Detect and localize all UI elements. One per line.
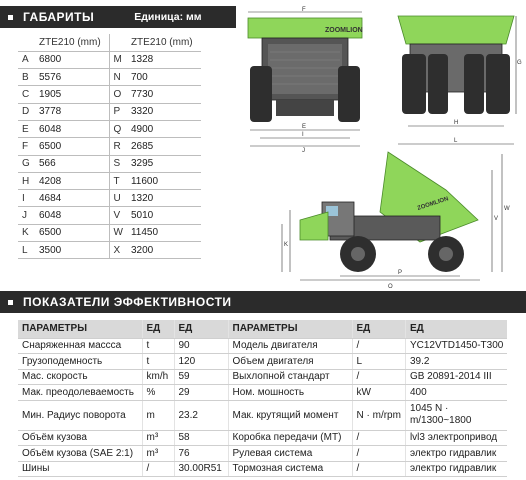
dimension-row [18, 155, 201, 172]
param-value: 23.2 [174, 400, 228, 430]
dimension-key: N [109, 69, 127, 86]
performance-table-head [18, 320, 507, 338]
dimension-row [18, 242, 201, 259]
param-name: Грузоподемность [18, 354, 142, 370]
performance-row [18, 400, 507, 430]
label-V: V [494, 216, 499, 222]
performance-row [18, 385, 507, 401]
dimension-value: 6500 [35, 138, 109, 155]
dimension-value: 3295 [127, 155, 201, 172]
header-value-left: ЕД [174, 320, 228, 338]
dimension-key: F [18, 138, 35, 155]
dimension-row [18, 207, 201, 224]
front-view-drawing [240, 4, 370, 154]
dimension-key: M [109, 51, 127, 68]
param-value: 1045 N · m/1300~1800 [405, 400, 507, 430]
dimension-key: S [109, 155, 127, 172]
dimension-row [18, 69, 201, 86]
param-value: 58 [174, 430, 228, 446]
header-param-right: ПАРАМЕТРЫ [228, 320, 352, 338]
param-name: Объём кузова (SAE 2:1) [18, 446, 142, 462]
param-unit: m³ [142, 446, 174, 462]
dimension-value: 2685 [127, 138, 201, 155]
dimension-key: A [18, 51, 35, 68]
dimension-value: 7730 [127, 86, 201, 103]
label-J: J [302, 148, 305, 154]
dimension-key: U [109, 190, 127, 207]
param-value: 59 [174, 369, 228, 385]
param-unit: m [142, 400, 174, 430]
param-unit: kW [352, 385, 405, 401]
dimensions-header [0, 6, 236, 28]
dimension-value: 700 [127, 69, 201, 86]
dimension-value: 1320 [127, 190, 201, 207]
dimension-key: Q [109, 120, 127, 137]
bullet-icon [8, 15, 13, 20]
dimension-value: 6048 [35, 120, 109, 137]
rear-view-drawing [390, 4, 522, 154]
dimension-key: P [109, 103, 127, 120]
dimension-key: H [18, 172, 35, 189]
param-name: Ном. мошность [228, 385, 352, 401]
param-unit: / [352, 338, 405, 354]
dimension-key: W [109, 224, 127, 241]
dimension-key: B [18, 69, 35, 86]
performance-row [18, 430, 507, 446]
performance-row [18, 354, 507, 370]
label-E: E [302, 124, 307, 130]
label-O: O [388, 284, 393, 290]
header-unit-left: ЕД [142, 320, 174, 338]
param-unit: t [142, 354, 174, 370]
param-name: Объём кузова [18, 430, 142, 446]
dimension-row [18, 51, 201, 68]
param-value: 30.00R51 [174, 461, 228, 477]
param-unit: / [352, 461, 405, 477]
dimension-key: V [109, 207, 127, 224]
dimension-value: 6800 [35, 51, 109, 68]
param-name: Выхлопной стандарт [228, 369, 352, 385]
header-value-right: ЕД [405, 320, 507, 338]
param-name: Рулевая система [228, 446, 352, 462]
header-unit-right: ЕД [352, 320, 405, 338]
unit-label: Единица: мм [134, 11, 202, 23]
param-unit: N · m/rpm [352, 400, 405, 430]
param-unit: % [142, 385, 174, 401]
param-unit: t [142, 338, 174, 354]
param-unit: L [352, 354, 405, 370]
dimension-value: 11600 [127, 172, 201, 189]
dimension-row [18, 190, 201, 207]
dimensions-table [18, 34, 201, 259]
dimension-value: 3500 [35, 242, 109, 259]
label-W: W [504, 206, 510, 212]
dimension-key: E [18, 120, 35, 137]
dimension-key: C [18, 86, 35, 103]
param-name: Мин. Радиус поворота [18, 400, 142, 430]
param-name: Коробка передачи (MT) [228, 430, 352, 446]
dimension-value: 566 [35, 155, 109, 172]
performance-header [0, 291, 526, 313]
label-G: G [517, 60, 522, 66]
label-K: K [284, 242, 289, 248]
dimension-key: R [109, 138, 127, 155]
dimension-row [18, 138, 201, 155]
dimension-row [18, 103, 201, 120]
label-H: H [454, 120, 459, 126]
dimension-key: K [18, 224, 35, 241]
dimension-value: 11450 [127, 224, 201, 241]
param-unit: / [142, 461, 174, 477]
param-unit: km/h [142, 369, 174, 385]
dimension-row [18, 120, 201, 137]
model-column-left: ZTE210 (mm) [35, 34, 109, 51]
dimension-value: 3778 [35, 103, 109, 120]
dimension-key: D [18, 103, 35, 120]
label-F: F [302, 7, 306, 13]
param-value: GB 20891-2014 III [405, 369, 507, 385]
dimension-key: L [18, 242, 35, 259]
dimensions-title: ГАБАРИТЫ [23, 10, 95, 24]
dimensions-table-head [18, 34, 201, 51]
dimension-row [18, 86, 201, 103]
param-name: Мак. крутящий момент [228, 400, 352, 430]
dimension-key: J [18, 207, 35, 224]
dimension-row [18, 172, 201, 189]
param-name: Снаряженная массса [18, 338, 142, 354]
dimension-value: 3200 [127, 242, 201, 259]
label-L: L [454, 138, 458, 144]
param-unit: / [352, 369, 405, 385]
header-param-left: ПАРАМЕТРЫ [18, 320, 142, 338]
param-value: lvl3 электропривод [405, 430, 507, 446]
label-P: P [398, 270, 403, 276]
param-unit: / [352, 446, 405, 462]
param-value: 400 [405, 385, 507, 401]
dimension-key: O [109, 86, 127, 103]
performance-row [18, 461, 507, 477]
dimension-key: X [109, 242, 127, 259]
param-value: 120 [174, 354, 228, 370]
param-unit: m³ [142, 430, 174, 446]
performance-row [18, 338, 507, 354]
dimension-value: 4684 [35, 190, 109, 207]
bullet-icon [8, 300, 13, 305]
param-value: электро гидравлик [405, 461, 507, 477]
dimension-value: 6500 [35, 224, 109, 241]
param-value: 76 [174, 446, 228, 462]
param-unit: / [352, 430, 405, 446]
dimension-key: I [18, 190, 35, 207]
param-name: Объем двигателя [228, 354, 352, 370]
label-I: I [302, 132, 304, 138]
param-value: 29 [174, 385, 228, 401]
param-name: Мак. преодолеваемость [18, 385, 142, 401]
dimension-key: G [18, 155, 35, 172]
brand-text-front: ZOOMLION [325, 27, 363, 34]
dimension-value: 1905 [35, 86, 109, 103]
dimension-value: 4900 [127, 120, 201, 137]
param-value: электро гидравлик [405, 446, 507, 462]
param-value: YC12VTD1450-T300 [405, 338, 507, 354]
param-name: Тормозная система [228, 461, 352, 477]
dimension-key: T [109, 172, 127, 189]
performance-row [18, 446, 507, 462]
dimension-value: 1328 [127, 51, 201, 68]
param-value: 39.2 [405, 354, 507, 370]
performance-title: ПОКАЗАТЕЛИ ЭФФЕКТИВНОСТИ [23, 295, 232, 309]
dimension-value: 5576 [35, 69, 109, 86]
model-column-right: ZTE210 (mm) [127, 34, 201, 51]
performance-row [18, 369, 507, 385]
brand-text-side: ZOOMLION [416, 196, 450, 212]
param-value: 90 [174, 338, 228, 354]
dimension-value: 3320 [127, 103, 201, 120]
side-view-drawing [270, 150, 520, 290]
dimension-value: 4208 [35, 172, 109, 189]
dimension-value: 5010 [127, 207, 201, 224]
param-name: Модель двигателя [228, 338, 352, 354]
dimension-row [18, 224, 201, 241]
param-name: Мас. скорость [18, 369, 142, 385]
performance-table [18, 320, 507, 477]
dimension-value: 6048 [35, 207, 109, 224]
param-name: Шины [18, 461, 142, 477]
